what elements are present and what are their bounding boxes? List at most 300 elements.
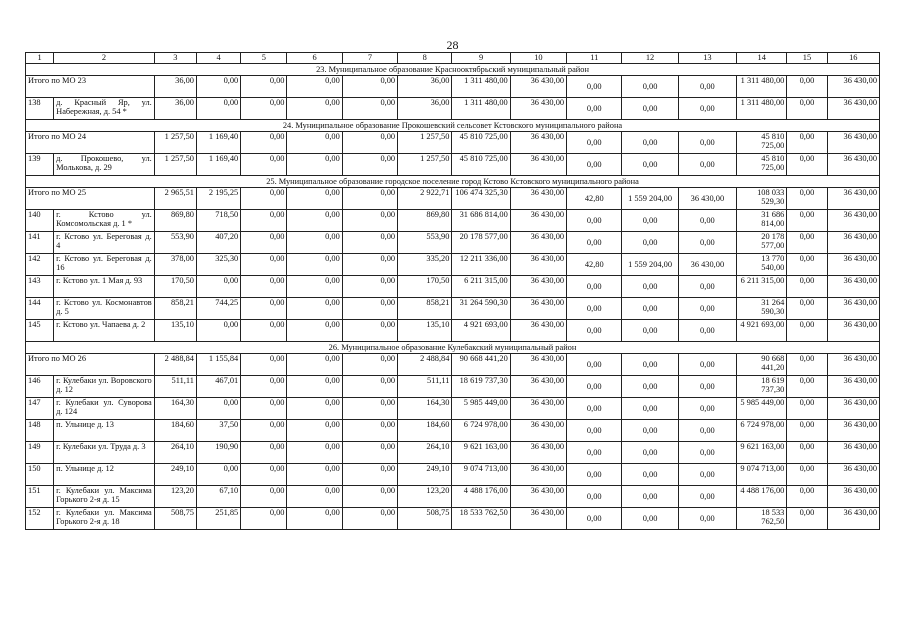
- cell-col-8: 170,50: [398, 276, 452, 298]
- cell-col-16: 36 430,00: [827, 210, 879, 232]
- cell-col-16: 36 430,00: [827, 188, 879, 210]
- cell-col-3: 264,10: [154, 442, 196, 464]
- total-label: Итого по МО 25: [26, 188, 155, 210]
- cell-col-5: 0,00: [241, 354, 287, 376]
- table-body: [26, 53, 880, 530]
- cell-col-10: 36 430,00: [510, 98, 566, 120]
- table-row: [26, 508, 880, 530]
- cell-col-10: 36 430,00: [510, 298, 566, 320]
- cell-col-15: 0,00: [787, 508, 827, 530]
- cell-col-9: 9 074 713,00: [452, 464, 510, 486]
- cell-col-11: 42,80: [567, 254, 622, 276]
- cell-col-9: 5 985 449,00: [452, 398, 510, 420]
- cell-col-11: 0,00: [567, 276, 622, 298]
- cell-col-11: 0,00: [567, 376, 622, 398]
- cell-col-10: 36 430,00: [510, 76, 566, 98]
- cell-col-6: 0,00: [287, 188, 342, 210]
- cell-col-9: 1 311 480,00: [452, 76, 510, 98]
- cell-col-3: 123,20: [154, 486, 196, 508]
- cell-col-14: 108 033 529,30: [737, 188, 787, 210]
- cell-col-10: 36 430,00: [510, 398, 566, 420]
- column-header: 16: [827, 53, 879, 64]
- cell-col-11: 0,00: [567, 486, 622, 508]
- cell-col-6: 0,00: [287, 154, 342, 176]
- section-heading-row: [26, 64, 880, 76]
- cell-col-13: 0,00: [678, 442, 736, 464]
- section-heading-row: [26, 176, 880, 188]
- cell-col-4: 0,00: [196, 276, 240, 298]
- address-cell: г. Кстово ул. Космонавтов д. 5: [54, 298, 155, 320]
- cell-col-10: 36 430,00: [510, 232, 566, 254]
- cell-col-13: 0,00: [678, 508, 736, 530]
- cell-col-16: 36 430,00: [827, 508, 879, 530]
- column-header-row: [26, 53, 880, 64]
- cell-col-7: 0,00: [342, 354, 397, 376]
- data-table: [25, 52, 880, 530]
- column-header: 12: [622, 53, 678, 64]
- cell-col-3: 36,00: [154, 98, 196, 120]
- total-row: [26, 76, 880, 98]
- section-heading: 26. Муниципальное образование Кулебакский муниципальный район: [26, 342, 880, 354]
- cell-col-7: 0,00: [342, 76, 397, 98]
- section-heading-row: [26, 342, 880, 354]
- cell-col-12: 0,00: [622, 210, 678, 232]
- row-number: 145: [26, 320, 54, 342]
- cell-col-6: 0,00: [287, 210, 342, 232]
- address-cell: г. Кулебаки ул. Труда д. 3: [54, 442, 155, 464]
- cell-col-9: 106 474 325,30: [452, 188, 510, 210]
- cell-col-5: 0,00: [241, 442, 287, 464]
- cell-col-8: 184,60: [398, 420, 452, 442]
- cell-col-4: 1 155,84: [196, 354, 240, 376]
- cell-col-4: 251,85: [196, 508, 240, 530]
- cell-col-15: 0,00: [787, 420, 827, 442]
- cell-col-8: 36,00: [398, 76, 452, 98]
- cell-col-12: 0,00: [622, 464, 678, 486]
- cell-col-12: 0,00: [622, 420, 678, 442]
- cell-col-7: 0,00: [342, 508, 397, 530]
- cell-col-3: 170,50: [154, 276, 196, 298]
- cell-col-3: 164,30: [154, 398, 196, 420]
- cell-col-15: 0,00: [787, 232, 827, 254]
- cell-col-15: 0,00: [787, 254, 827, 276]
- total-label: Итого по МО 24: [26, 132, 155, 154]
- cell-col-4: 67,10: [196, 486, 240, 508]
- cell-col-15: 0,00: [787, 320, 827, 342]
- cell-col-14: 6 724 978,00: [737, 420, 787, 442]
- cell-col-10: 36 430,00: [510, 210, 566, 232]
- table-row: [26, 442, 880, 464]
- column-header: 10: [510, 53, 566, 64]
- cell-col-11: 0,00: [567, 420, 622, 442]
- cell-col-14: 90 668 441,20: [737, 354, 787, 376]
- cell-col-6: 0,00: [287, 298, 342, 320]
- column-header: 4: [196, 53, 240, 64]
- cell-col-10: 36 430,00: [510, 132, 566, 154]
- cell-col-13: 36 430,00: [678, 188, 736, 210]
- section-heading-row: [26, 120, 880, 132]
- row-number: 150: [26, 464, 54, 486]
- cell-col-16: 36 430,00: [827, 232, 879, 254]
- cell-col-6: 0,00: [287, 98, 342, 120]
- address-cell: п. Ульнице д. 13: [54, 420, 155, 442]
- cell-col-15: 0,00: [787, 376, 827, 398]
- cell-col-14: 5 985 449,00: [737, 398, 787, 420]
- row-number: 140: [26, 210, 54, 232]
- cell-col-16: 36 430,00: [827, 464, 879, 486]
- cell-col-12: 1 559 204,00: [622, 188, 678, 210]
- cell-col-11: 0,00: [567, 154, 622, 176]
- address-cell: г. Кулебаки ул. Суворова д. 124: [54, 398, 155, 420]
- table-row: [26, 320, 880, 342]
- cell-col-15: 0,00: [787, 354, 827, 376]
- column-header: 5: [241, 53, 287, 64]
- cell-col-5: 0,00: [241, 320, 287, 342]
- cell-col-15: 0,00: [787, 398, 827, 420]
- cell-col-5: 0,00: [241, 276, 287, 298]
- cell-col-12: 0,00: [622, 442, 678, 464]
- cell-col-12: 0,00: [622, 154, 678, 176]
- cell-col-5: 0,00: [241, 420, 287, 442]
- address-cell: д. Красный Яр, ул. Набережная, д. 54 *: [54, 98, 155, 120]
- cell-col-13: 0,00: [678, 132, 736, 154]
- cell-col-9: 90 668 441,20: [452, 354, 510, 376]
- address-cell: д. Прокошево, ул. Молькова, д. 29: [54, 154, 155, 176]
- cell-col-12: 0,00: [622, 508, 678, 530]
- address-cell: г. Кулебаки ул. Максима Горького 2-я д. 15: [54, 486, 155, 508]
- cell-col-9: 12 211 336,00: [452, 254, 510, 276]
- cell-col-8: 2 488,84: [398, 354, 452, 376]
- cell-col-13: 0,00: [678, 464, 736, 486]
- cell-col-3: 135,10: [154, 320, 196, 342]
- column-header: 8: [398, 53, 452, 64]
- section-heading: 25. Муниципальное образование городское поселение город Кстово Кстовского муниципального района: [26, 176, 880, 188]
- cell-col-9: 20 178 577,00: [452, 232, 510, 254]
- cell-col-16: 36 430,00: [827, 254, 879, 276]
- cell-col-8: 553,90: [398, 232, 452, 254]
- cell-col-10: 36 430,00: [510, 154, 566, 176]
- cell-col-4: 0,00: [196, 76, 240, 98]
- row-number: 141: [26, 232, 54, 254]
- cell-col-9: 31 264 590,30: [452, 298, 510, 320]
- cell-col-13: 0,00: [678, 320, 736, 342]
- cell-col-5: 0,00: [241, 98, 287, 120]
- cell-col-5: 0,00: [241, 76, 287, 98]
- cell-col-13: 0,00: [678, 276, 736, 298]
- cell-col-16: 36 430,00: [827, 442, 879, 464]
- cell-col-3: 249,10: [154, 464, 196, 486]
- row-number: 139: [26, 154, 54, 176]
- cell-col-14: 1 311 480,00: [737, 76, 787, 98]
- cell-col-9: 18 533 762,50: [452, 508, 510, 530]
- row-number: 143: [26, 276, 54, 298]
- cell-col-7: 0,00: [342, 420, 397, 442]
- cell-col-5: 0,00: [241, 464, 287, 486]
- cell-col-6: 0,00: [287, 464, 342, 486]
- cell-col-15: 0,00: [787, 298, 827, 320]
- cell-col-10: 36 430,00: [510, 188, 566, 210]
- cell-col-14: 1 311 480,00: [737, 98, 787, 120]
- table-row: [26, 232, 880, 254]
- cell-col-3: 553,90: [154, 232, 196, 254]
- cell-col-9: 18 619 737,30: [452, 376, 510, 398]
- column-header: 11: [567, 53, 622, 64]
- column-header: 15: [787, 53, 827, 64]
- cell-col-14: 13 770 540,00: [737, 254, 787, 276]
- row-number: 147: [26, 398, 54, 420]
- table-row: [26, 486, 880, 508]
- cell-col-10: 36 430,00: [510, 464, 566, 486]
- cell-col-10: 36 430,00: [510, 254, 566, 276]
- cell-col-9: 4 488 176,00: [452, 486, 510, 508]
- cell-col-8: 123,20: [398, 486, 452, 508]
- cell-col-15: 0,00: [787, 486, 827, 508]
- cell-col-12: 0,00: [622, 276, 678, 298]
- cell-col-11: 0,00: [567, 298, 622, 320]
- cell-col-13: 0,00: [678, 154, 736, 176]
- cell-col-14: 9 621 163,00: [737, 442, 787, 464]
- cell-col-6: 0,00: [287, 132, 342, 154]
- cell-col-10: 36 430,00: [510, 320, 566, 342]
- cell-col-7: 0,00: [342, 376, 397, 398]
- cell-col-16: 36 430,00: [827, 354, 879, 376]
- column-header: 13: [678, 53, 736, 64]
- cell-col-12: 0,00: [622, 76, 678, 98]
- cell-col-11: 0,00: [567, 398, 622, 420]
- cell-col-11: 0,00: [567, 210, 622, 232]
- cell-col-8: 264,10: [398, 442, 452, 464]
- cell-col-7: 0,00: [342, 486, 397, 508]
- table-row: [26, 154, 880, 176]
- cell-col-3: 36,00: [154, 76, 196, 98]
- cell-col-7: 0,00: [342, 154, 397, 176]
- address-cell: г. Кстово ул. Береговая д. 4: [54, 232, 155, 254]
- cell-col-13: 0,00: [678, 76, 736, 98]
- cell-col-13: 0,00: [678, 398, 736, 420]
- cell-col-16: 36 430,00: [827, 298, 879, 320]
- cell-col-11: 0,00: [567, 76, 622, 98]
- page-number: 28: [446, 38, 459, 52]
- table-row: [26, 210, 880, 232]
- cell-col-16: 36 430,00: [827, 420, 879, 442]
- cell-col-7: 0,00: [342, 442, 397, 464]
- cell-col-14: 45 810 725,00: [737, 154, 787, 176]
- cell-col-7: 0,00: [342, 464, 397, 486]
- cell-col-4: 467,01: [196, 376, 240, 398]
- cell-col-7: 0,00: [342, 132, 397, 154]
- table-row: [26, 298, 880, 320]
- cell-col-14: 9 074 713,00: [737, 464, 787, 486]
- cell-col-14: 4 921 693,00: [737, 320, 787, 342]
- cell-col-5: 0,00: [241, 210, 287, 232]
- cell-col-14: 31 686 814,00: [737, 210, 787, 232]
- row-number: 142: [26, 254, 54, 276]
- address-cell: п. Ульнице д. 12: [54, 464, 155, 486]
- cell-col-12: 0,00: [622, 486, 678, 508]
- address-cell: г. Кстово ул. Береговая д. 16: [54, 254, 155, 276]
- total-label: Итого по МО 26: [26, 354, 155, 376]
- address-cell: г. Кстово ул. 1 Мая д. 93: [54, 276, 155, 298]
- cell-col-3: 869,80: [154, 210, 196, 232]
- table-row: [26, 376, 880, 398]
- table-row: [26, 276, 880, 298]
- row-number: 152: [26, 508, 54, 530]
- cell-col-15: 0,00: [787, 464, 827, 486]
- cell-col-10: 36 430,00: [510, 486, 566, 508]
- address-cell: г. Кулебаки ул. Максима Горького 2-я д. 18: [54, 508, 155, 530]
- cell-col-8: 2 922,71: [398, 188, 452, 210]
- cell-col-6: 0,00: [287, 354, 342, 376]
- cell-col-7: 0,00: [342, 232, 397, 254]
- cell-col-7: 0,00: [342, 188, 397, 210]
- column-header: 3: [154, 53, 196, 64]
- cell-col-3: 511,11: [154, 376, 196, 398]
- cell-col-4: 190,90: [196, 442, 240, 464]
- cell-col-12: 0,00: [622, 298, 678, 320]
- cell-col-14: 20 178 577,00: [737, 232, 787, 254]
- cell-col-10: 36 430,00: [510, 376, 566, 398]
- cell-col-6: 0,00: [287, 232, 342, 254]
- cell-col-8: 335,20: [398, 254, 452, 276]
- row-number: 148: [26, 420, 54, 442]
- cell-col-11: 0,00: [567, 320, 622, 342]
- cell-col-12: 0,00: [622, 354, 678, 376]
- column-header: 7: [342, 53, 397, 64]
- cell-col-6: 0,00: [287, 76, 342, 98]
- cell-col-14: 31 264 590,30: [737, 298, 787, 320]
- cell-col-10: 36 430,00: [510, 276, 566, 298]
- cell-col-13: 0,00: [678, 486, 736, 508]
- table-row: [26, 98, 880, 120]
- cell-col-8: 36,00: [398, 98, 452, 120]
- cell-col-9: 9 621 163,00: [452, 442, 510, 464]
- table-row: [26, 254, 880, 276]
- cell-col-15: 0,00: [787, 442, 827, 464]
- cell-col-15: 0,00: [787, 132, 827, 154]
- cell-col-11: 0,00: [567, 442, 622, 464]
- cell-col-10: 36 430,00: [510, 354, 566, 376]
- cell-col-6: 0,00: [287, 486, 342, 508]
- cell-col-5: 0,00: [241, 132, 287, 154]
- cell-col-8: 858,21: [398, 298, 452, 320]
- cell-col-5: 0,00: [241, 376, 287, 398]
- row-number: 146: [26, 376, 54, 398]
- cell-col-7: 0,00: [342, 398, 397, 420]
- column-header: 14: [737, 53, 787, 64]
- total-row: [26, 132, 880, 154]
- cell-col-3: 1 257,50: [154, 154, 196, 176]
- cell-col-13: 0,00: [678, 232, 736, 254]
- cell-col-7: 0,00: [342, 276, 397, 298]
- cell-col-7: 0,00: [342, 320, 397, 342]
- address-cell: г. Кстово ул. Чапаева д. 2: [54, 320, 155, 342]
- cell-col-9: 6 724 978,00: [452, 420, 510, 442]
- cell-col-9: 4 921 693,00: [452, 320, 510, 342]
- cell-col-6: 0,00: [287, 320, 342, 342]
- cell-col-4: 0,00: [196, 464, 240, 486]
- cell-col-16: 36 430,00: [827, 398, 879, 420]
- address-cell: г. Кстово ул. Комсомольская д. 1 *: [54, 210, 155, 232]
- cell-col-16: 36 430,00: [827, 276, 879, 298]
- cell-col-5: 0,00: [241, 508, 287, 530]
- cell-col-12: 0,00: [622, 132, 678, 154]
- cell-col-11: 0,00: [567, 508, 622, 530]
- cell-col-16: 36 430,00: [827, 154, 879, 176]
- table-row: [26, 398, 880, 420]
- cell-col-12: 0,00: [622, 232, 678, 254]
- total-row: [26, 188, 880, 210]
- cell-col-13: 0,00: [678, 210, 736, 232]
- cell-col-15: 0,00: [787, 154, 827, 176]
- cell-col-15: 0,00: [787, 98, 827, 120]
- cell-col-13: 0,00: [678, 376, 736, 398]
- cell-col-5: 0,00: [241, 486, 287, 508]
- cell-col-13: 36 430,00: [678, 254, 736, 276]
- cell-col-13: 0,00: [678, 420, 736, 442]
- cell-col-12: 0,00: [622, 98, 678, 120]
- cell-col-4: 37,50: [196, 420, 240, 442]
- cell-col-8: 1 257,50: [398, 132, 452, 154]
- cell-col-9: 45 810 725,00: [452, 154, 510, 176]
- cell-col-6: 0,00: [287, 376, 342, 398]
- cell-col-8: 249,10: [398, 464, 452, 486]
- total-row: [26, 354, 880, 376]
- cell-col-4: 744,25: [196, 298, 240, 320]
- cell-col-9: 6 211 315,00: [452, 276, 510, 298]
- cell-col-15: 0,00: [787, 210, 827, 232]
- cell-col-12: 0,00: [622, 376, 678, 398]
- cell-col-4: 407,20: [196, 232, 240, 254]
- cell-col-3: 858,21: [154, 298, 196, 320]
- cell-col-12: 0,00: [622, 320, 678, 342]
- cell-col-11: 42,80: [567, 188, 622, 210]
- cell-col-16: 36 430,00: [827, 486, 879, 508]
- cell-col-14: 4 488 176,00: [737, 486, 787, 508]
- cell-col-11: 0,00: [567, 464, 622, 486]
- cell-col-13: 0,00: [678, 354, 736, 376]
- cell-col-10: 36 430,00: [510, 442, 566, 464]
- cell-col-14: 45 810 725,00: [737, 132, 787, 154]
- cell-col-15: 0,00: [787, 276, 827, 298]
- cell-col-5: 0,00: [241, 154, 287, 176]
- cell-col-8: 164,30: [398, 398, 452, 420]
- cell-col-5: 0,00: [241, 188, 287, 210]
- cell-col-9: 31 686 814,00: [452, 210, 510, 232]
- column-header: 6: [287, 53, 342, 64]
- cell-col-16: 36 430,00: [827, 376, 879, 398]
- cell-col-11: 0,00: [567, 98, 622, 120]
- cell-col-8: 869,80: [398, 210, 452, 232]
- address-cell: г. Кулебаки ул. Воровского д. 12: [54, 376, 155, 398]
- cell-col-5: 0,00: [241, 254, 287, 276]
- cell-col-16: 36 430,00: [827, 76, 879, 98]
- cell-col-16: 36 430,00: [827, 320, 879, 342]
- row-number: 138: [26, 98, 54, 120]
- cell-col-12: 0,00: [622, 398, 678, 420]
- cell-col-4: 1 169,40: [196, 154, 240, 176]
- cell-col-11: 0,00: [567, 232, 622, 254]
- cell-col-12: 1 559 204,00: [622, 254, 678, 276]
- cell-col-6: 0,00: [287, 276, 342, 298]
- cell-col-4: 325,30: [196, 254, 240, 276]
- row-number: 151: [26, 486, 54, 508]
- cell-col-3: 2 965,51: [154, 188, 196, 210]
- cell-col-4: 718,50: [196, 210, 240, 232]
- row-number: 144: [26, 298, 54, 320]
- cell-col-6: 0,00: [287, 442, 342, 464]
- cell-col-5: 0,00: [241, 298, 287, 320]
- cell-col-4: 0,00: [196, 320, 240, 342]
